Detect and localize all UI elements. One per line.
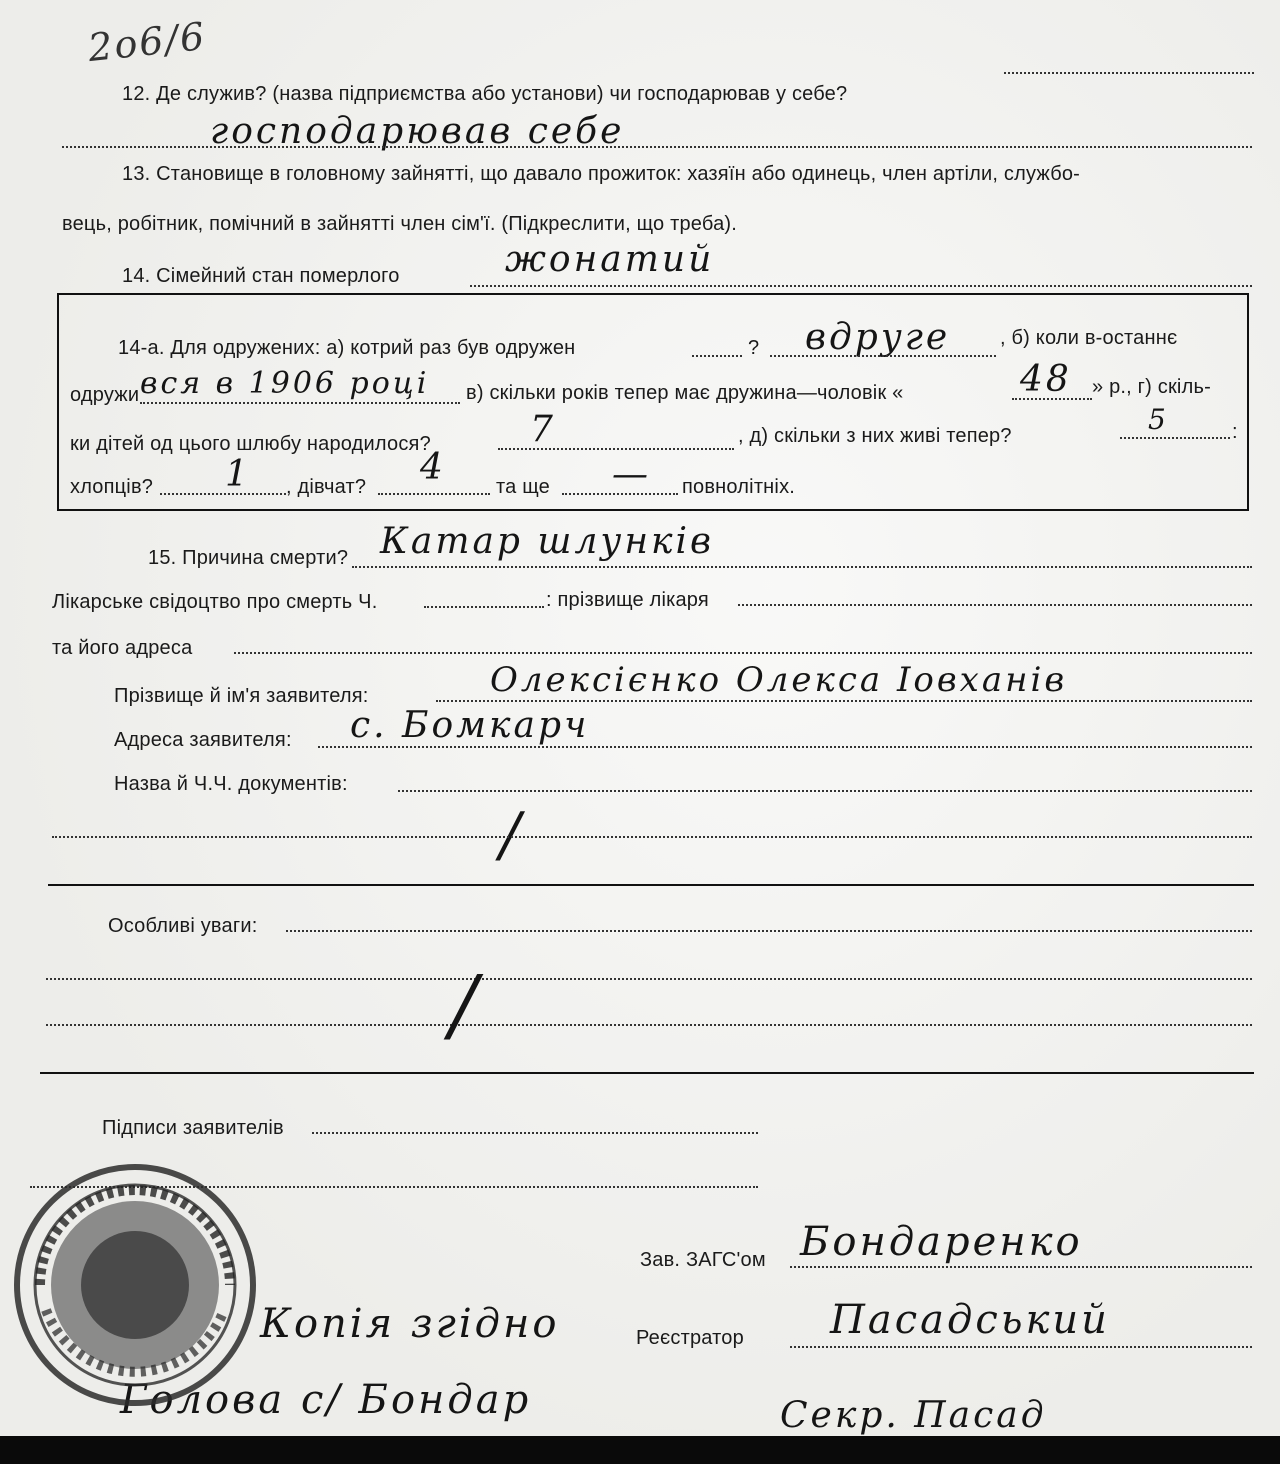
q15-label: 15. Причина смерти? — [148, 547, 349, 569]
q15-answer-line — [352, 566, 1252, 568]
applicant-docs-value: / — [500, 800, 524, 870]
q14a-age-answer: 48 — [1020, 359, 1072, 400]
applicant-docs-line — [398, 790, 1252, 792]
q14a-children-line — [498, 448, 734, 450]
q14a-row1-b: , б) коли в-останнє — [1000, 327, 1178, 349]
q14-answer-line — [470, 285, 1252, 287]
q14a-when-answer: вся в 1906 році — [140, 366, 430, 401]
q14a-row3-b: , д) скільки з них живі тепер? — [738, 425, 1012, 447]
q12-label: 12. Де служив? (назва підприємства або установи) чи господарював у себе? — [122, 83, 848, 105]
scan-bottom-edge — [0, 1436, 1280, 1464]
notes-line-2 — [46, 978, 1252, 980]
seal-stamp — [10, 1160, 260, 1410]
applicant-address-value: с. Бомкарч — [350, 705, 590, 746]
q14-answer: жонатий — [505, 239, 715, 280]
q14a-children-answer: 7 — [530, 409, 556, 450]
head-signature-line — [790, 1266, 1252, 1268]
doctor-cert-line — [424, 606, 544, 608]
doctor-surname-label: : прізвище лікаря — [546, 589, 709, 611]
q14a-row2-c: » р., г) скіль- — [1092, 376, 1211, 398]
q14a-row1-q: ? — [748, 337, 760, 359]
applicant-address-line — [318, 746, 1252, 748]
q14a-row2-b: в) скільки років тепер має дружина—чоловік « — [466, 382, 904, 404]
q12-answer-line — [62, 146, 1252, 148]
registrar-label: Реєстратор — [636, 1327, 744, 1349]
head-signature: Бондаренко — [800, 1219, 1083, 1265]
q14a-girls-line — [378, 493, 490, 495]
bottom-note: Голова с/ Бондар — [120, 1377, 532, 1423]
q14-label: 14. Сімейний стан померлого — [122, 265, 400, 287]
notes-line-1 — [286, 930, 1252, 932]
notes-line-3 — [46, 1024, 1252, 1026]
q14a-row4-b: , дівчат? — [286, 476, 367, 498]
applicant-docs-label: Назва й Ч.Ч. документів: — [114, 773, 348, 795]
q14a-girls-answer: 4 — [420, 447, 446, 488]
q14a-row4-c: та ще — [496, 476, 550, 498]
q14a-times-line-b — [770, 355, 996, 357]
notes-label: Особливі уваги: — [108, 915, 258, 937]
corner-handwritten-number: 2о6/6 — [86, 13, 209, 71]
q14a-alive-answer: 5 — [1148, 403, 1169, 436]
doctor-address-line — [234, 652, 1252, 654]
q12-answer: господарював себе — [210, 111, 625, 152]
q14a-row4-label: хлопців? — [70, 476, 154, 498]
section-divider-2 — [40, 1072, 1254, 1074]
q15-answer: Катар шлунків — [380, 521, 714, 562]
doctor-cert-label: Лікарське свідоцтво про смерть Ч. — [52, 591, 378, 613]
registrar-signature: Пасадський — [830, 1297, 1110, 1343]
q14a-boys-answer: 1 — [225, 454, 251, 495]
copy-note: Копія згідно — [260, 1301, 560, 1347]
applicants-signature-line-1 — [312, 1132, 758, 1134]
applicants-signatures-label: Підписи заявителів — [102, 1117, 284, 1139]
notes-value: / — [450, 958, 480, 1051]
q14a-alive-line — [1120, 437, 1230, 439]
q14a-age-line — [1012, 398, 1092, 400]
q14a-row2-label: одружи — [70, 384, 140, 406]
q13-line2: вець, робітник, помічний в зайнятті член сім'ї. (Підкреслити, що треба). — [62, 213, 738, 235]
q14a-times-answer: вдруге — [805, 317, 951, 358]
q14a-row3-c: : — [1232, 421, 1238, 443]
registrar-signature-line — [790, 1346, 1252, 1348]
bottom-right-note: Секр. Пасад — [780, 1395, 1047, 1436]
applicant-name-label: Прізвище й ім'я заявителя: — [114, 685, 369, 707]
doctor-address-label: та його адреса — [52, 637, 193, 659]
q14a-row3-label: ки дітей од цього шлюбу народилося? — [70, 433, 431, 455]
q14a-more-line — [562, 493, 678, 495]
q14a-boys-line — [160, 493, 286, 495]
q12-dotted-line — [1004, 72, 1254, 74]
applicant-name-value: Олексієнко Олекса Іовханів — [490, 660, 1068, 700]
q14a-row1-label: 14-а. Для одружених: а) котрий раз був одружен — [118, 337, 576, 359]
head-label: Зав. ЗАГС'ом — [640, 1249, 766, 1271]
q14a-row4-d: повнолітніх. — [682, 476, 796, 498]
q14a-times-line-a — [692, 355, 742, 357]
q14a-more-answer: — — [612, 454, 651, 495]
doctor-surname-line — [738, 604, 1252, 606]
q14a-when-line — [140, 402, 460, 404]
applicant-name-line — [436, 700, 1252, 702]
section-divider-1 — [48, 884, 1254, 886]
applicant-address-label: Адреса заявителя: — [114, 729, 292, 751]
q13-line1: 13. Становище в головному зайнятті, що давало прожиток: хазяїн або одинець, член артіли, службо- — [122, 163, 1081, 185]
docs-extra-line — [52, 836, 1252, 838]
